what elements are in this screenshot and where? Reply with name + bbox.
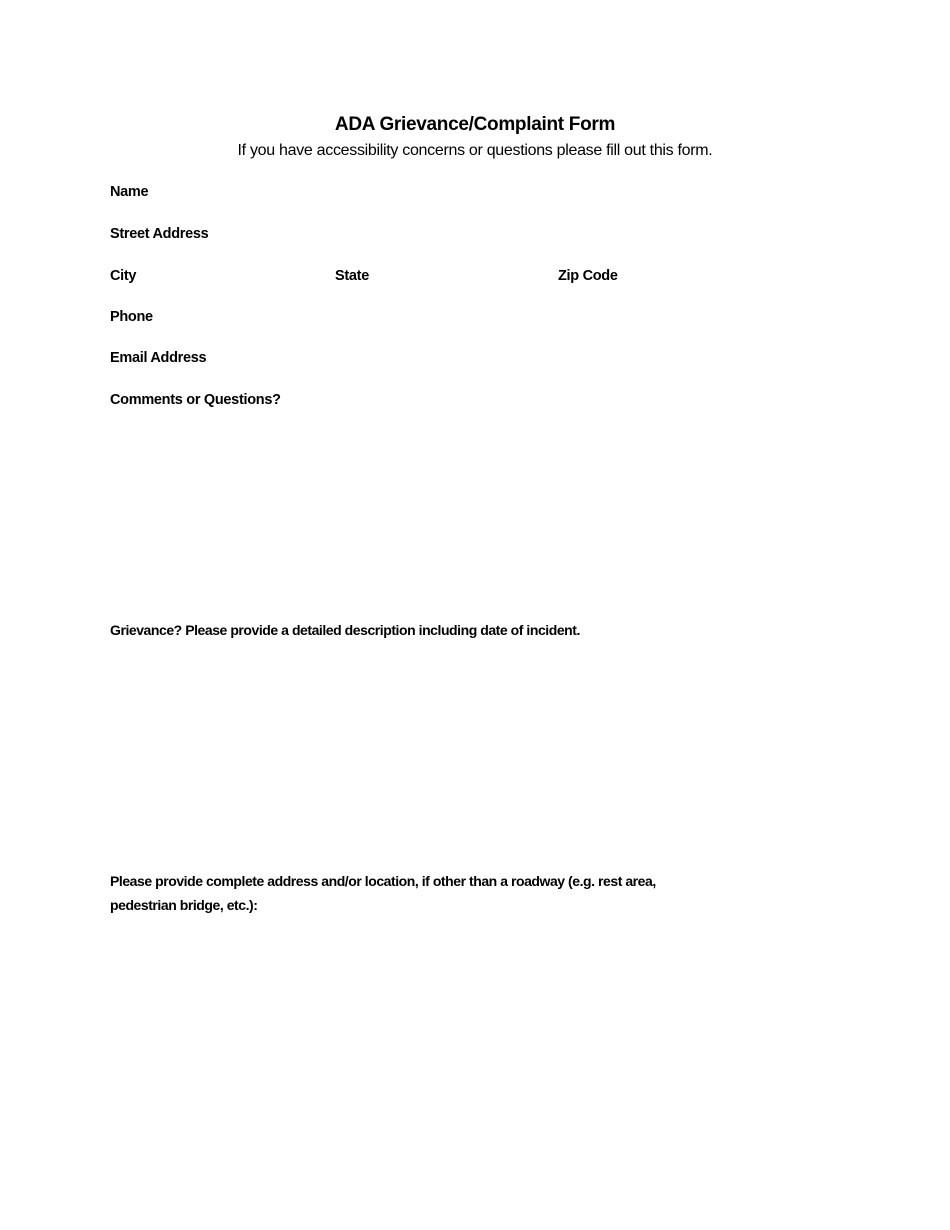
zip-code-label: Zip Code <box>558 268 618 284</box>
form-title: ADA Grievance/Complaint Form <box>334 114 616 135</box>
state-label: State <box>335 268 369 284</box>
city-label: City <box>110 268 137 284</box>
email-label: Email Address <box>110 350 207 366</box>
comments-label: Comments or Questions? <box>110 392 281 408</box>
form-subtitle <box>0 142 950 160</box>
location-prompt-line1: Please provide complete address and/or location, if other than a roadway (e.g. rest area, <box>110 873 656 889</box>
street-address-label: Street Address <box>110 226 209 242</box>
grievance-prompt: Grievance? Please provide a detailed description including date of incident. <box>110 622 580 638</box>
phone-label: Phone <box>110 309 153 325</box>
subtitle-text: If you have accessibility concerns or questions please fill out this form. <box>237 142 713 159</box>
name-label: Name <box>110 184 149 200</box>
location-prompt-line2: pedestrian bridge, etc.): <box>110 897 258 913</box>
